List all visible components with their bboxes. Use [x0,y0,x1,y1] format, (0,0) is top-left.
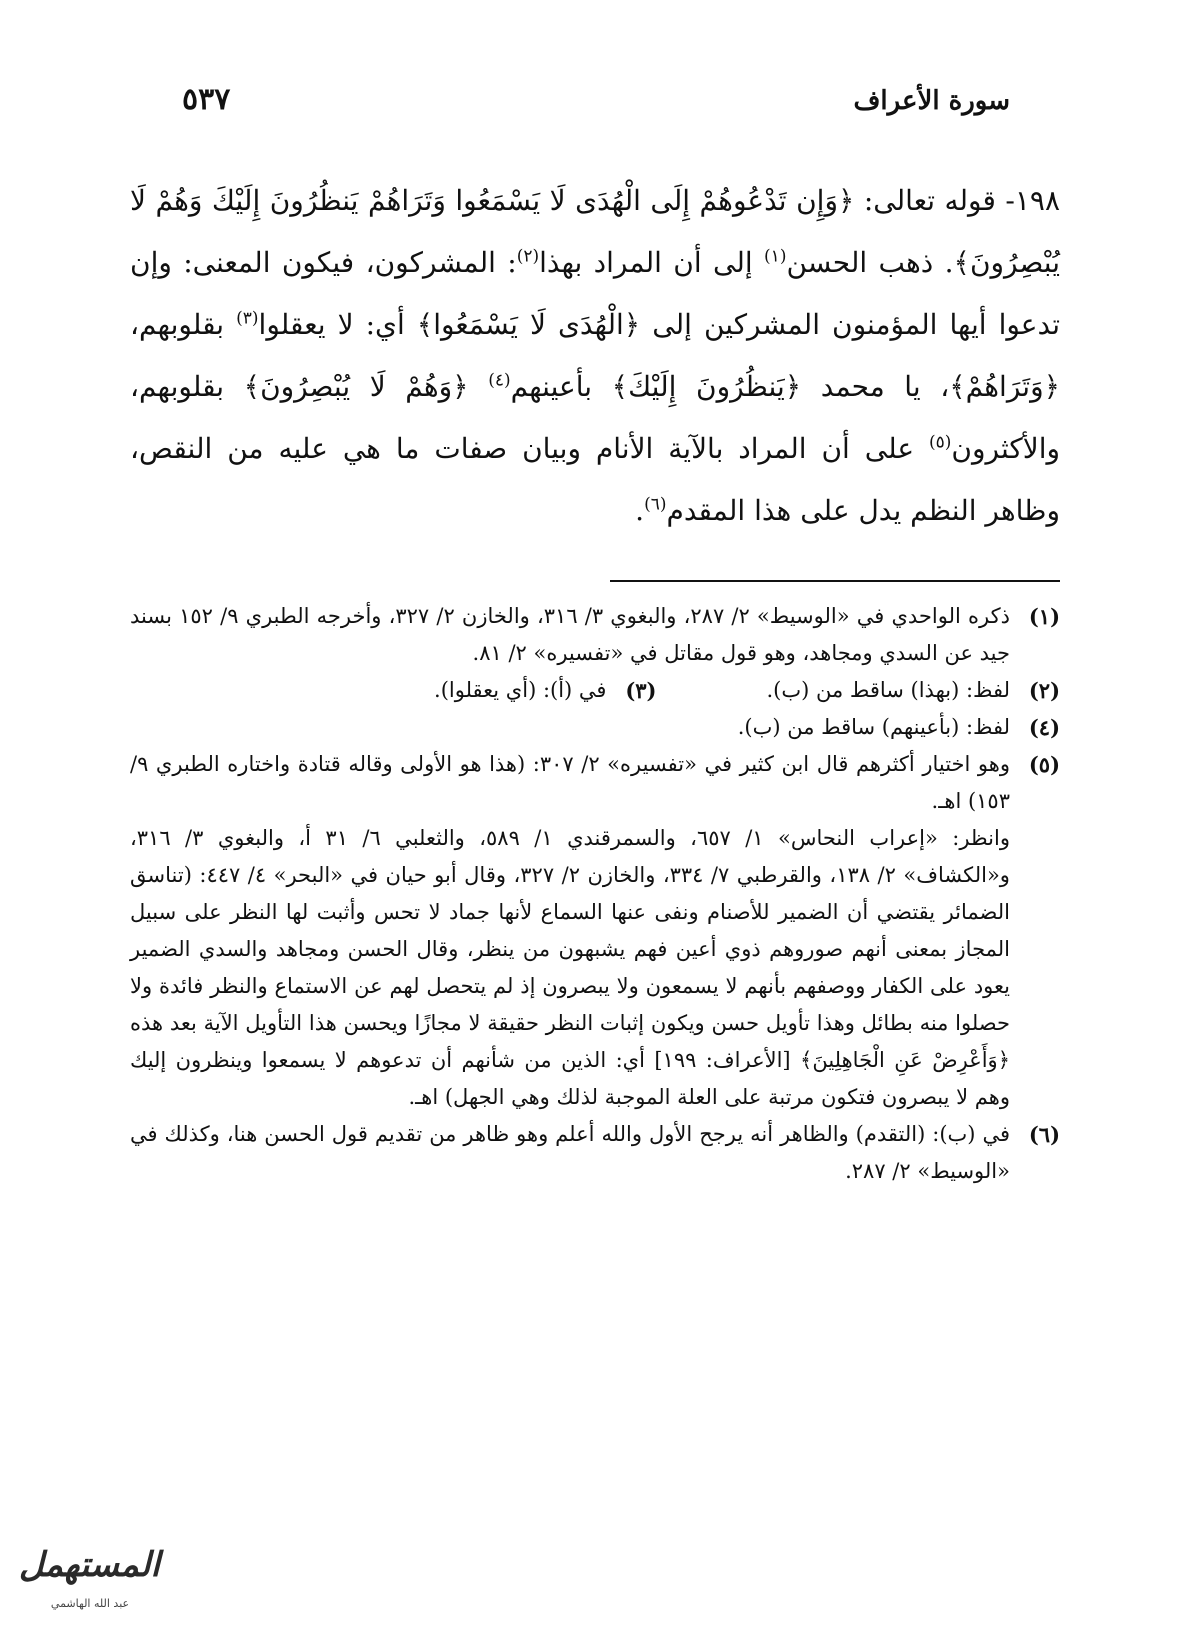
footnote-text: في (أ): (أي يعقلوا). [434,678,607,702]
quran-quote: ﴿وَتَرَاهُمْ﴾ [949,370,1061,403]
text-run: على أن المراد بالآية الأنام وبيان صفات ما هي عليه من النقص، وظاهر النظم يدل على هذا المقدم [130,432,1060,527]
footnote-marker-5: (٥) [928,432,952,453]
footnote-text: وانظر: «إعراب النحاس» ١/ ٦٥٧، والسمرقندي ١/ ٥٨٩، والثعلبي ٦/ ٣١ أ، والبغوي ٣/ ٣١٦، و«الكشاف» ٢/ ١٣٨، والقرطبي ٧/ ٣٣٤، والخازن ٢/ ٣٢٧، وقال أبو حيان في «البحر» ٤/ ٤٤٧: (تناسق الضمائر يقتضي أن الضمير للأصنام ونفى عنها السماع لأنها جماد لا تحس وأثبت لها النظر على سبيل المجاز بمعنى أنهم صوروهم ذوي أعين فهم يشبهون من ينظر، وقال الحسن ومجاهد والسدي الضمير يعود على الكفار ووصفهم بأنهم لا يسمعون ولا يبصرون إذ لم يتحصل لهم عن الاستماع والنظر فائدة ولا حصلوا منه بطائل وهذا تأويل حسن ويكون إثبات النظر حقيقة لا مجازًا ويحسن هذا التأويل الآية بعد هذه [130,826,1010,1035]
footnote-1 [130,598,1060,672]
text-run: . [635,494,645,527]
footnote-marker-1: (١) [764,246,787,267]
footnote-marker-4: (٤) [488,370,511,391]
footnote-2 [766,672,1060,709]
footnote-5-continuation [130,820,1060,1116]
footnote-marker-3: (٣) [236,308,259,329]
watermark-subtext: عبد الله الهاشمي [50,1597,130,1610]
quran-quote: ﴿يَنظُرُونَ إِلَيْكَ﴾ [611,370,802,403]
text-run [469,370,489,403]
text-run: بقلوبهم، [130,308,237,341]
footnote-number: (٦) [1028,1122,1060,1147]
footnote-text: وهو اختيار أكثرهم قال ابن كثير في «تفسيره» ٢/ ٣٠٧: (هذا هو الأولى وقاله قتادة واختاره الطبري ٩/ ١٥٣) اهـ. [130,752,1010,813]
footnote-marker-2: (٢) [516,246,540,267]
text-run: بأعينهم [510,370,612,403]
footnote-text: لفظ: (بأعينهم) ساقط من (ب). [737,715,1010,739]
footnotes [130,598,1060,1190]
footnote-row-2-3 [130,672,1060,709]
footnote-text: في (ب): (التقدم) والظاهر أنه يرجح الأول والله أعلم وهو ظاهر من تقديم قول الحسن هنا، وكذلك في «الوسيط» ٢/ ٢٨٧. [130,1122,1010,1183]
running-header-surah-title: سورة الأعراف [853,86,1010,116]
quran-quote: ﴿وَهُمْ لَا يُبْصِرُونَ﴾ [243,370,469,403]
footnote-4 [130,709,1060,746]
verse-number: ١٩٨- [1005,184,1060,217]
footnote-text: ذكره الواحدي في «الوسيط» ٢/ ٢٨٧، والبغوي ٣/ ٣١٦، والخازن ٢/ ٣٢٧، وأخرجه الطبري ٩/ ١٥٢ بسند جيد عن السدي ومجاهد، وهو قول مقاتل في «تفسيره» ٢/ ٨١. [130,604,1010,665]
main-text [130,170,1060,542]
footnote-3 [434,672,656,709]
text-run: ، يا محمد [801,370,950,403]
quran-verse: ﴿وَإِن تَدْعُوهُمْ إِلَى الْهُدَى لَا يَسْمَعُوا وَتَرَاهُمْ يَنظُرُونَ إِلَيْكَ وَهُمْ لَا يُبْصِرُونَ﴾ [130,184,1060,279]
footnote-separator [610,580,1060,582]
watermark-logo [20,1545,160,1630]
main-paragraph [130,170,1060,542]
footnote-text: [الأعراف: ١٩٩] أي: الذين من شأنهم أن تدعوهم لا يسمعوا وينظرون إليك وهم لا يبصرون فتكون مرتبة على العلة الموجبة لذلك وهي الجهل) اهـ. [130,1048,1010,1109]
page-number: ٥٣٧ [182,82,231,117]
footnote-number: (٢) [1028,678,1060,703]
footnote-number: (٥) [1028,752,1060,777]
footnote-6 [130,1116,1060,1190]
footnote-number: (٤) [1028,715,1060,740]
text-run: بقلوبهم، والأكثرون [130,370,1060,465]
text-run: . ذهب الحسن [786,246,954,279]
intro-text: قوله تعالى: [863,184,996,217]
footnote-marker-6: (٦) [644,494,667,515]
watermark-text: المستهمل [18,1545,160,1585]
footnote-5 [130,746,1060,820]
text-run: إلى أن المراد بهذا [539,246,765,279]
text-run: : المشركون، فيكون المعنى: وإن تدعوا أيها المؤمنون المشركين إلى [130,246,1061,341]
footnote-number: (١) [1028,604,1060,629]
quran-quote: ﴿الْهُدَى لَا يَسْمَعُوا﴾ [416,308,641,341]
text-run: أي: لا يعقلوا [258,308,417,341]
footnote-number: (٣) [625,678,657,703]
quran-quote: ﴿وَأَعْرِضْ عَنِ الْجَاهِلِينَ﴾ [800,1048,1011,1072]
footnote-text: لفظ: (بهذا) ساقط من (ب). [766,678,1010,702]
